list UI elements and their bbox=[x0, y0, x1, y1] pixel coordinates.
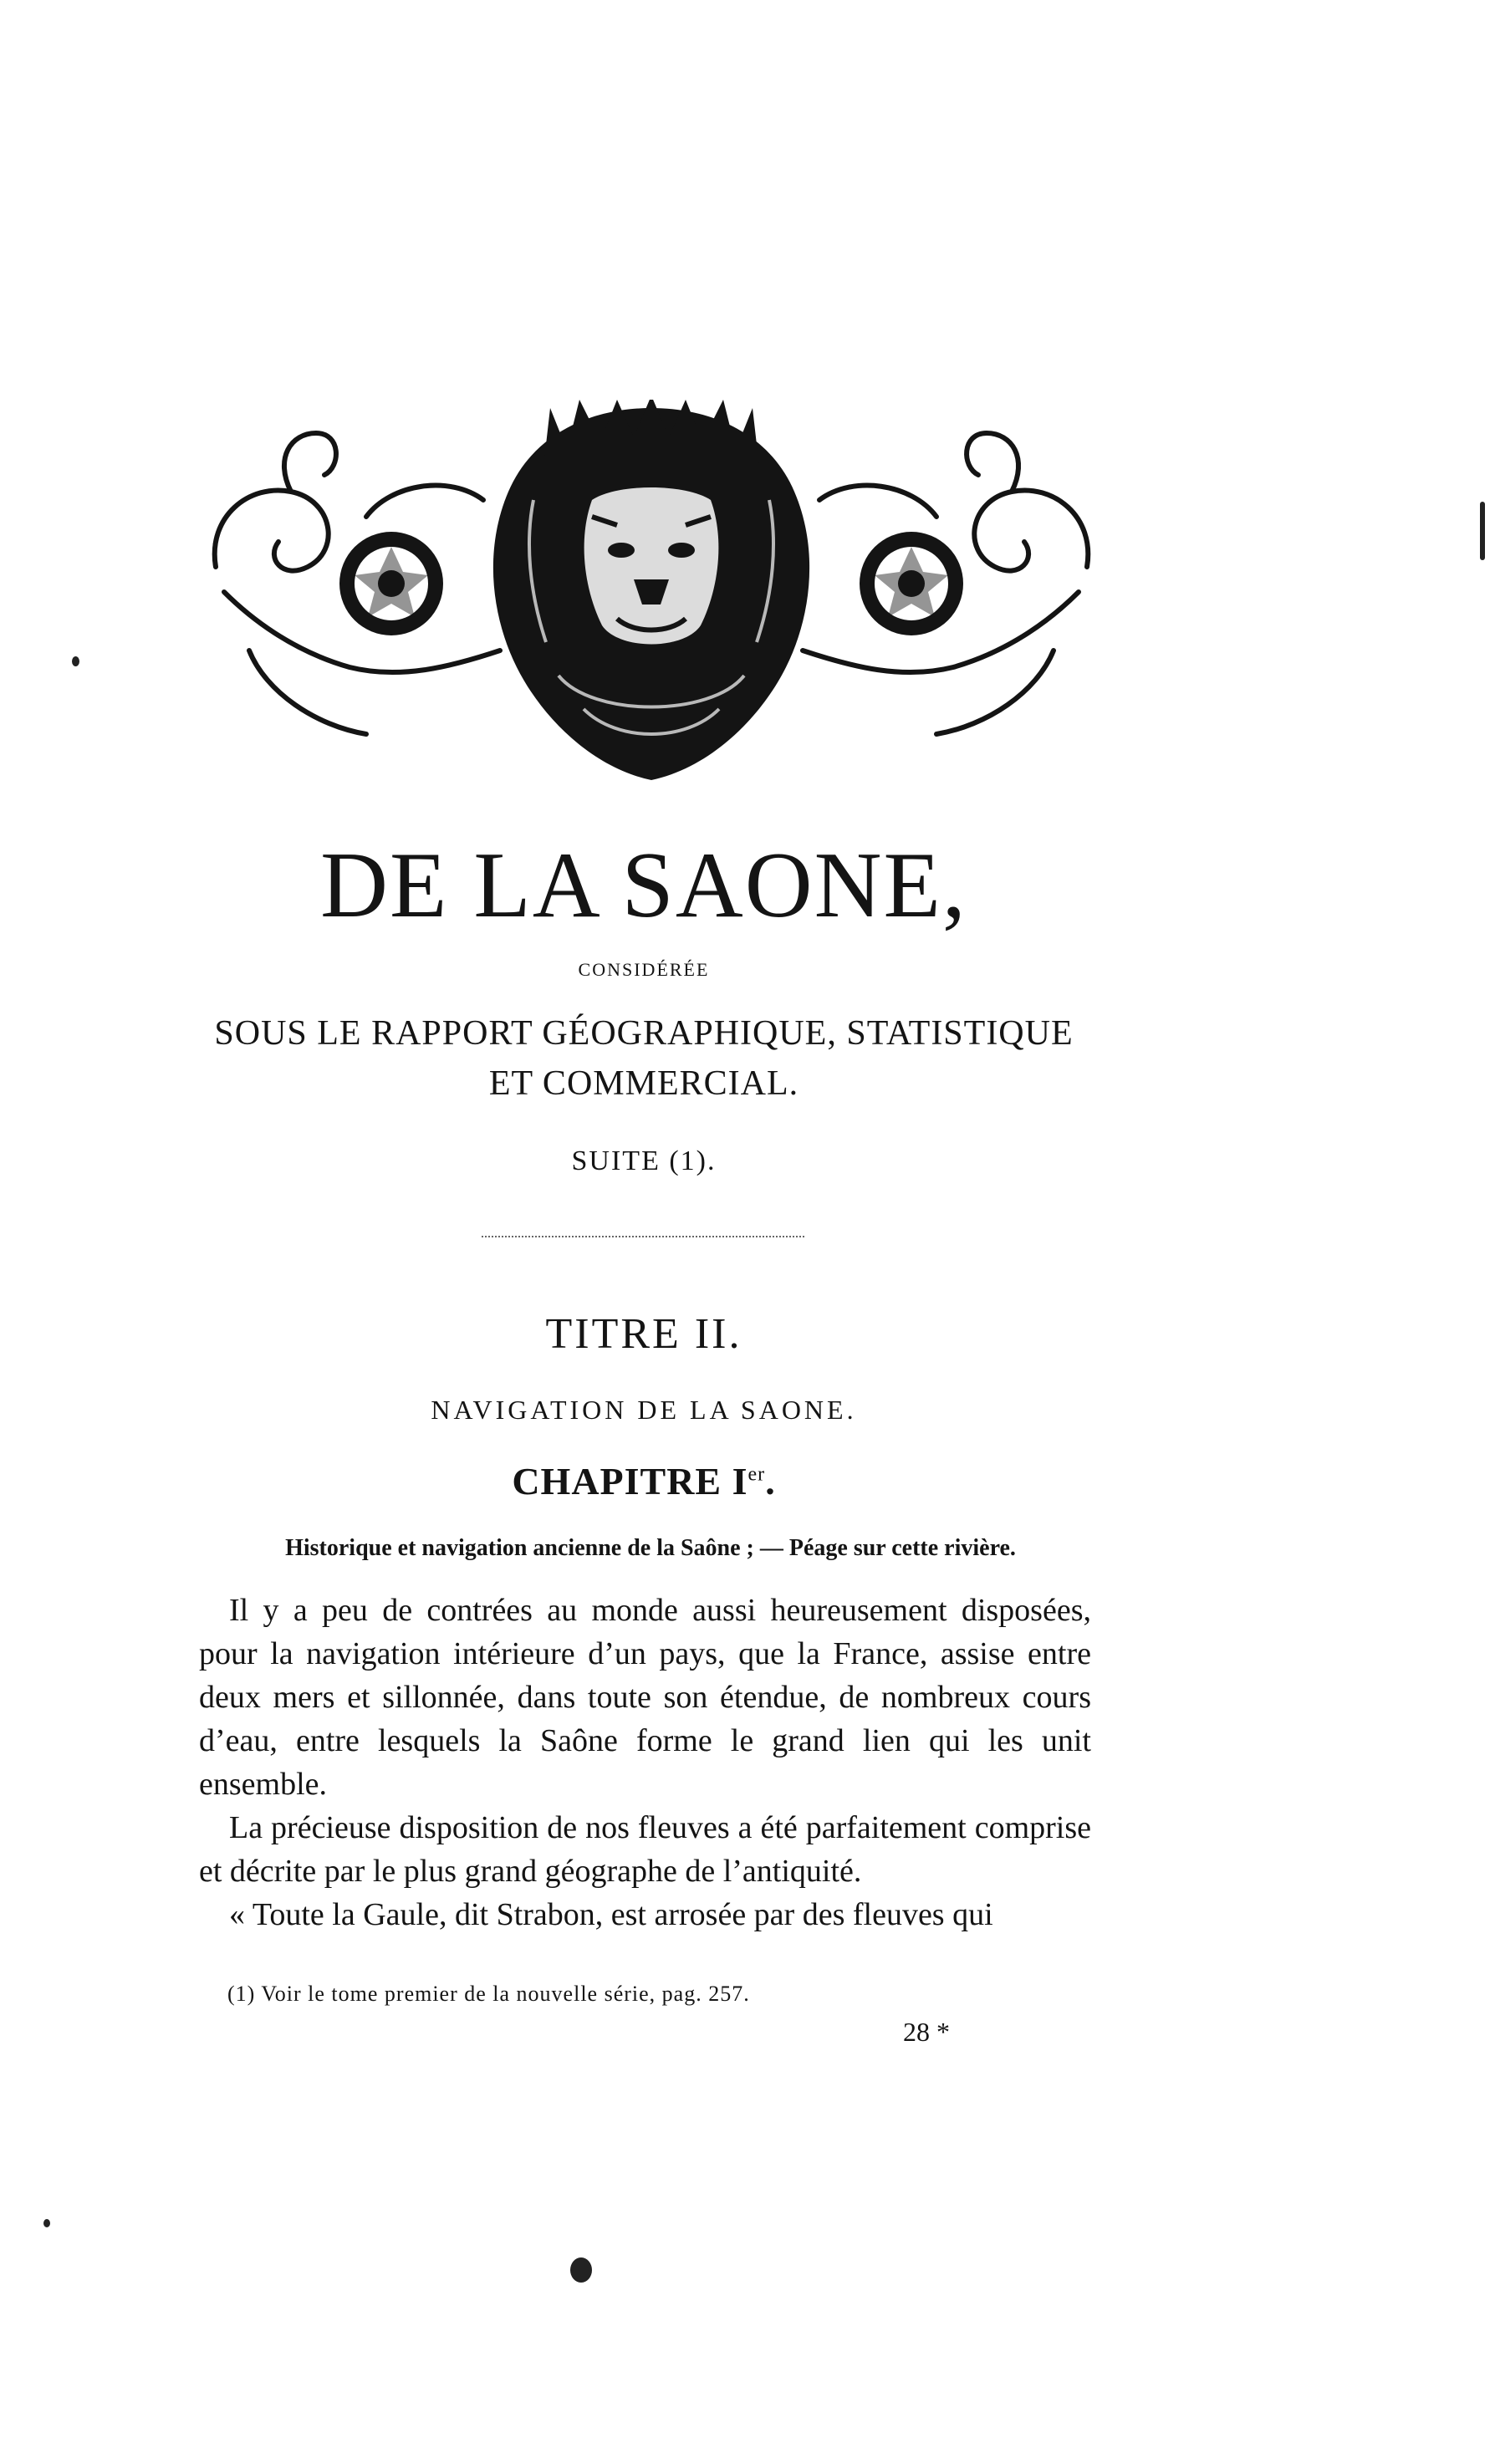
main-title: DE LA SAONE, bbox=[320, 834, 967, 937]
lion-head-vignette-icon bbox=[199, 400, 1104, 784]
ink-speck bbox=[570, 2257, 592, 2283]
paragraph: La précieuse disposition de nos fleuves a été parfaitement comprise et décrite par le plus grand géographe de l’antiquité. bbox=[199, 1810, 1091, 1889]
paragraph: Il y a peu de contrées au monde aussi heureusement disposées, pour la navigation intérieure d’un pays, que la France, assise entre deux mers et sillonnée, dans toute son étendue, de nombreux cours d’eau, entre lesquels la Saône forme le grand lien qui les unit ensemble. bbox=[199, 1593, 1091, 1802]
considered-label: CONSIDÉRÉE bbox=[578, 959, 710, 980]
chapter-summary: Historique et navigation ancienne de la Saône ; — Péage sur cette rivière. bbox=[285, 1535, 1016, 1561]
paragraph: « Toute la Gaule, dit Strabon, est arrosée par des fleuves qui bbox=[229, 1897, 993, 1932]
suite-label: SUITE (1). bbox=[571, 1145, 717, 1176]
subtitle-line-1: SOUS LE RAPPORT GÉOGRAPHIQUE, STATISTIQUE bbox=[214, 1014, 1074, 1053]
section-divider bbox=[482, 1236, 804, 1237]
ink-speck bbox=[1480, 502, 1485, 560]
signature-mark: 28 * bbox=[903, 2017, 950, 2047]
chapter-ordinal: er bbox=[748, 1463, 766, 1486]
chapter-label: CHAPITRE I bbox=[512, 1460, 748, 1502]
chapter-heading bbox=[0, 1459, 1288, 1503]
chapter-suffix: . bbox=[765, 1460, 776, 1502]
titre-heading: TITRE II. bbox=[545, 1310, 742, 1358]
body-text bbox=[199, 1589, 1091, 1936]
subtitle-line-2: ET COMMERCIAL. bbox=[488, 1064, 799, 1103]
navigation-heading: NAVIGATION DE LA SAONE. bbox=[431, 1395, 857, 1425]
subtitle bbox=[0, 1008, 1288, 1109]
ink-speck bbox=[43, 2219, 50, 2227]
footnote: (1) Voir le tome premier de la nouvelle série, pag. 257. bbox=[227, 1982, 750, 2006]
ink-speck bbox=[72, 656, 79, 666]
